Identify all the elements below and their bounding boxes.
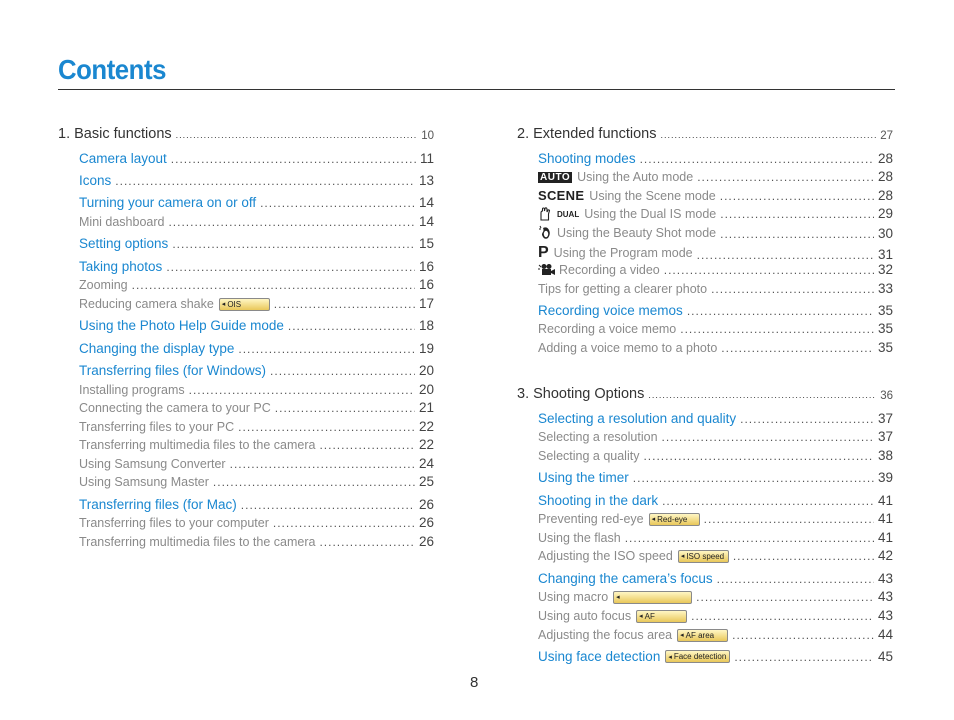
page-ref: 16 [418, 277, 434, 292]
page-ref: 13 [418, 173, 434, 188]
dot-leader [687, 304, 874, 318]
page-ref: 41 [877, 511, 893, 526]
badge-text: AF area [685, 630, 715, 640]
page-ref: 41 [877, 493, 893, 508]
dot-leader [319, 535, 415, 549]
dot-leader [733, 549, 874, 563]
page-ref: 28 [877, 169, 893, 184]
page-ref: 26 [418, 534, 434, 549]
toc-subtopic[interactable] [79, 515, 434, 530]
page-ref: 41 [877, 530, 893, 545]
subtopic-title: Using auto focus [538, 609, 632, 623]
page-ref: 30 [877, 226, 893, 241]
page-ref: 14 [418, 195, 434, 210]
dot-leader [274, 297, 415, 311]
subtopic-title: Using the Auto mode [577, 170, 694, 184]
subtopic-title: Zooming [79, 278, 128, 292]
page-ref: 37 [877, 429, 893, 444]
subtopic-title: Using the Program mode [553, 246, 693, 260]
arrow-left-icon: ◂ [680, 553, 685, 560]
toc-subtopic[interactable] [538, 262, 893, 277]
page-ref: 33 [877, 281, 893, 296]
toc-subtopic[interactable] [538, 244, 893, 262]
subtopic-title: Selecting a resolution [538, 430, 658, 444]
dot-leader [640, 152, 874, 166]
section-title: 2. Extended functions [517, 126, 657, 142]
toc-subtopic[interactable] [538, 169, 893, 184]
subtopic-title: Preventing red-eye [538, 512, 644, 526]
page-ref: 16 [418, 259, 434, 274]
toc-subtopic[interactable] [79, 456, 434, 471]
arrow-left-icon: ◂ [639, 613, 643, 620]
toc-topic-link[interactable] [538, 649, 893, 664]
page-ref: 22 [418, 419, 434, 434]
dot-leader [238, 420, 415, 434]
topic-title: Using the timer [538, 470, 629, 485]
dot-leader [717, 572, 874, 586]
subtopic-with-badge [538, 512, 700, 526]
page-ref: 43 [877, 589, 893, 604]
subtopic-title: Adding a voice memo to a photo [538, 341, 718, 355]
dot-leader [648, 390, 876, 400]
subtopic-with-badge [538, 609, 687, 623]
toc-section[interactable] [517, 386, 893, 402]
page-ref: 38 [877, 448, 893, 463]
toc-subtopic[interactable] [538, 429, 893, 444]
video-camera-icon [538, 263, 556, 277]
subtopic-title: Transferring files to your computer [79, 516, 269, 530]
page-ref: 26 [418, 497, 434, 512]
subtopic-title: Using the Dual IS mode [584, 207, 717, 221]
arrow-left-icon: ◂ [680, 632, 684, 639]
page-ref: 43 [877, 608, 893, 623]
subtopic-title: Tips for getting a clearer photo [538, 282, 708, 296]
toc-subtopic[interactable] [538, 627, 893, 642]
subtopic-title: Transferring files to your PC [79, 420, 235, 434]
dot-leader [241, 498, 415, 512]
topic-title: Using face detection [538, 649, 661, 664]
page-title: Contents [58, 54, 166, 85]
hand-shake-icon [538, 207, 554, 221]
toc-subtopic[interactable] [538, 188, 893, 203]
page-ref: 15 [418, 236, 434, 251]
page-ref: 24 [418, 456, 434, 471]
dot-leader [696, 590, 874, 604]
af-area-badge-icon [677, 629, 728, 642]
subtopic-title: Recording a voice memo [538, 322, 677, 336]
topic-title: Transferring files (for Mac) [79, 497, 237, 512]
dot-leader [176, 130, 418, 140]
dot-leader [273, 516, 415, 530]
page-ref: 29 [877, 206, 893, 221]
toc-subtopic[interactable] [538, 511, 893, 526]
iso-speed-badge-icon [678, 550, 729, 563]
subtopic-title: Installing programs [79, 383, 185, 397]
toc-subtopic[interactable] [538, 530, 893, 545]
page-ref: 21 [418, 400, 434, 415]
badge-text: Red-eye [657, 514, 688, 524]
toc-topic-link[interactable] [79, 195, 434, 210]
page-ref: 25 [418, 474, 434, 489]
toc-topic-link[interactable] [538, 571, 893, 586]
toc-topic-link[interactable] [538, 470, 893, 485]
badge-text: ISO speed [686, 551, 725, 561]
toc-subtopic[interactable] [79, 474, 434, 489]
subtopic-title: Using the Scene mode [589, 188, 716, 203]
toc-subtopic[interactable] [538, 281, 893, 296]
dot-leader [643, 449, 874, 463]
page-ref: 22 [418, 437, 434, 452]
page-ref: 35 [877, 340, 893, 355]
toc-subtopic[interactable] [79, 534, 434, 549]
dot-leader [166, 260, 415, 274]
dot-leader [711, 282, 874, 296]
arrow-left-icon: ◂ [616, 594, 620, 601]
dot-leader [704, 512, 874, 526]
page-ref: 35 [877, 321, 893, 336]
topic-title: Turning your camera on or off [79, 195, 257, 210]
topic-title: Taking photos [79, 259, 163, 274]
subtopic-title: Using the Beauty Shot mode [557, 226, 717, 240]
topic-title: Camera layout [79, 151, 167, 166]
toc-subtopic[interactable] [79, 214, 434, 229]
toc-topic-link[interactable] [79, 236, 434, 251]
topic-title: Shooting modes [538, 151, 636, 166]
page-ref: 37 [877, 411, 893, 426]
topic-title: Icons [79, 173, 112, 188]
dot-leader [168, 215, 415, 229]
toc-topic-link[interactable] [538, 151, 893, 166]
topic-title: Recording voice memos [538, 303, 683, 318]
section-title: 3. Shooting Options [517, 386, 645, 402]
dot-leader [132, 278, 415, 292]
toc-topic-link[interactable] [79, 151, 434, 166]
dual-mode-icon: DUAL [557, 209, 580, 219]
topic-title: Changing the camera’s focus [538, 571, 713, 586]
toc-subtopic[interactable] [538, 548, 893, 563]
dot-leader [238, 342, 415, 356]
toc-subtopic[interactable] [79, 400, 434, 415]
dot-leader [115, 174, 415, 188]
subtopic-title: Recording a video [559, 263, 660, 277]
arrow-left-icon: ◂ [651, 516, 656, 523]
subtopic-with-badge [538, 628, 728, 642]
dot-leader [260, 196, 415, 210]
subtopic-with-icon [538, 263, 660, 277]
subtopic-title: Using the flash [538, 531, 621, 545]
toc-topic-link[interactable] [79, 341, 434, 356]
page-ref: 18 [418, 318, 434, 333]
section-title: 1. Basic functions [58, 126, 172, 142]
dot-leader [662, 430, 874, 444]
badge-text: OIS [227, 299, 242, 309]
page-ref: 31 [877, 247, 893, 262]
toc-topic-link[interactable] [79, 497, 434, 512]
page-ref: 26 [418, 515, 434, 530]
page-ref: 39 [877, 470, 893, 485]
dot-leader [660, 130, 876, 140]
topic-title: Transferring files (for Windows) [79, 363, 267, 378]
dot-leader [172, 237, 415, 251]
program-mode-icon: P [538, 244, 549, 261]
dot-leader [270, 364, 415, 378]
arrow-left-icon: ◂ [221, 301, 226, 308]
beauty-shot-icon [538, 225, 554, 241]
toc-right-column [517, 0, 893, 720]
dot-leader [680, 322, 874, 336]
topic-title: Setting options [79, 236, 169, 251]
toc-subtopic[interactable] [538, 589, 893, 604]
dot-leader [720, 207, 874, 221]
page-ref: 44 [877, 627, 893, 642]
dot-leader [633, 471, 874, 485]
dot-leader [664, 263, 874, 277]
page-ref: 10 [421, 130, 434, 142]
toc-subtopic[interactable] [538, 340, 893, 355]
page-ref: 43 [877, 571, 893, 586]
toc-subtopic[interactable] [538, 206, 893, 221]
toc-left-column [58, 0, 434, 720]
page-ref: 35 [877, 303, 893, 318]
toc-topic-link[interactable] [538, 303, 893, 318]
toc-topic-link[interactable] [79, 173, 434, 188]
subtopic-title: Connecting the camera to your PC [79, 401, 271, 415]
dot-leader [171, 152, 416, 166]
topic-title: Changing the display type [79, 341, 235, 356]
page-ref: 32 [877, 262, 893, 277]
macro-badge-icon [613, 591, 692, 604]
dot-leader [662, 494, 874, 508]
toc-subtopic[interactable] [79, 419, 434, 434]
subtopic-title: Adjusting the ISO speed [538, 549, 673, 563]
dot-leader [213, 475, 415, 489]
dot-leader [732, 628, 874, 642]
subtopic-with-icon [538, 244, 693, 262]
subtopic-with-badge [79, 297, 270, 311]
topic-with-badge [538, 649, 730, 664]
subtopic-title: Transferring multimedia files to the camera [79, 535, 316, 549]
dot-leader [275, 401, 415, 415]
af-badge-icon [636, 610, 687, 623]
scene-mode-icon: SCENE [538, 188, 585, 203]
dot-leader [720, 189, 874, 203]
toc-topic-link[interactable] [538, 493, 893, 508]
page-ref: 14 [418, 214, 434, 229]
subtopic-with-badge [538, 549, 729, 563]
subtopic-title: Using Samsung Master [79, 475, 209, 489]
badge-text: AF [644, 611, 655, 621]
toc-section[interactable] [517, 126, 893, 142]
toc-topic-link[interactable] [538, 411, 893, 426]
dot-leader [319, 438, 415, 452]
dot-leader [697, 248, 874, 262]
toc-section[interactable] [58, 126, 434, 142]
subtopic-with-badge [538, 590, 692, 604]
arrow-left-icon: ◂ [668, 653, 672, 661]
subtopic-with-icon [538, 207, 716, 221]
page-ref: 19 [418, 341, 434, 356]
dot-leader [625, 531, 874, 545]
toc-subtopic[interactable] [538, 608, 893, 623]
toc-subtopic[interactable] [79, 277, 434, 292]
subtopic-title: Using Samsung Converter [79, 457, 226, 471]
subtopic-title: Adjusting the focus area [538, 628, 673, 642]
page-ref: 20 [418, 382, 434, 397]
topic-title: Selecting a resolution and quality [538, 411, 737, 426]
page-number: 8 [470, 674, 479, 691]
dot-leader [288, 319, 415, 333]
toc-topic-link[interactable] [79, 318, 434, 333]
dot-leader [691, 609, 874, 623]
face-detection-badge-icon [665, 650, 730, 663]
badge-text: Face detection [673, 652, 727, 661]
page-ref: 20 [418, 363, 434, 378]
toc-subtopic[interactable] [79, 296, 434, 311]
page-ref: 28 [877, 188, 893, 203]
dot-leader [189, 383, 415, 397]
toc-subtopic[interactable] [538, 321, 893, 336]
subtopic-title: Reducing camera shake [79, 297, 214, 311]
toc-subtopic[interactable] [538, 448, 893, 463]
page-ref: 42 [877, 548, 893, 563]
dot-leader [697, 170, 874, 184]
page-ref: 36 [880, 390, 893, 402]
dot-leader [230, 457, 415, 471]
page-ref: 11 [419, 151, 434, 166]
subtopic-with-icon [538, 188, 716, 203]
toc-topic-link[interactable] [79, 259, 434, 274]
toc-topic-link[interactable] [79, 363, 434, 378]
red-eye-badge-icon [649, 513, 700, 526]
page-ref: 28 [877, 151, 893, 166]
subtopic-title: Using macro [538, 590, 609, 604]
dot-leader [720, 227, 874, 241]
topic-title: Shooting in the dark [538, 493, 659, 508]
subtopic-title: Selecting a quality [538, 449, 640, 463]
ois-badge-icon [219, 298, 270, 311]
subtopic-with-icon [538, 170, 693, 184]
dot-leader [734, 650, 874, 664]
dot-leader [740, 412, 874, 426]
page-ref: 27 [880, 130, 893, 142]
auto-mode-icon: AUTO [540, 171, 571, 183]
toc-subtopic[interactable] [79, 437, 434, 452]
dot-leader [721, 341, 874, 355]
topic-title: Using the Photo Help Guide mode [79, 318, 284, 333]
toc-subtopic[interactable] [79, 382, 434, 397]
subtopic-with-icon [538, 225, 716, 241]
page-ref: 17 [418, 296, 434, 311]
subtopic-title: Transferring multimedia files to the camera [79, 438, 316, 452]
toc-subtopic[interactable] [538, 225, 893, 241]
subtopic-title: Mini dashboard [79, 215, 165, 229]
page-ref: 45 [877, 649, 893, 664]
